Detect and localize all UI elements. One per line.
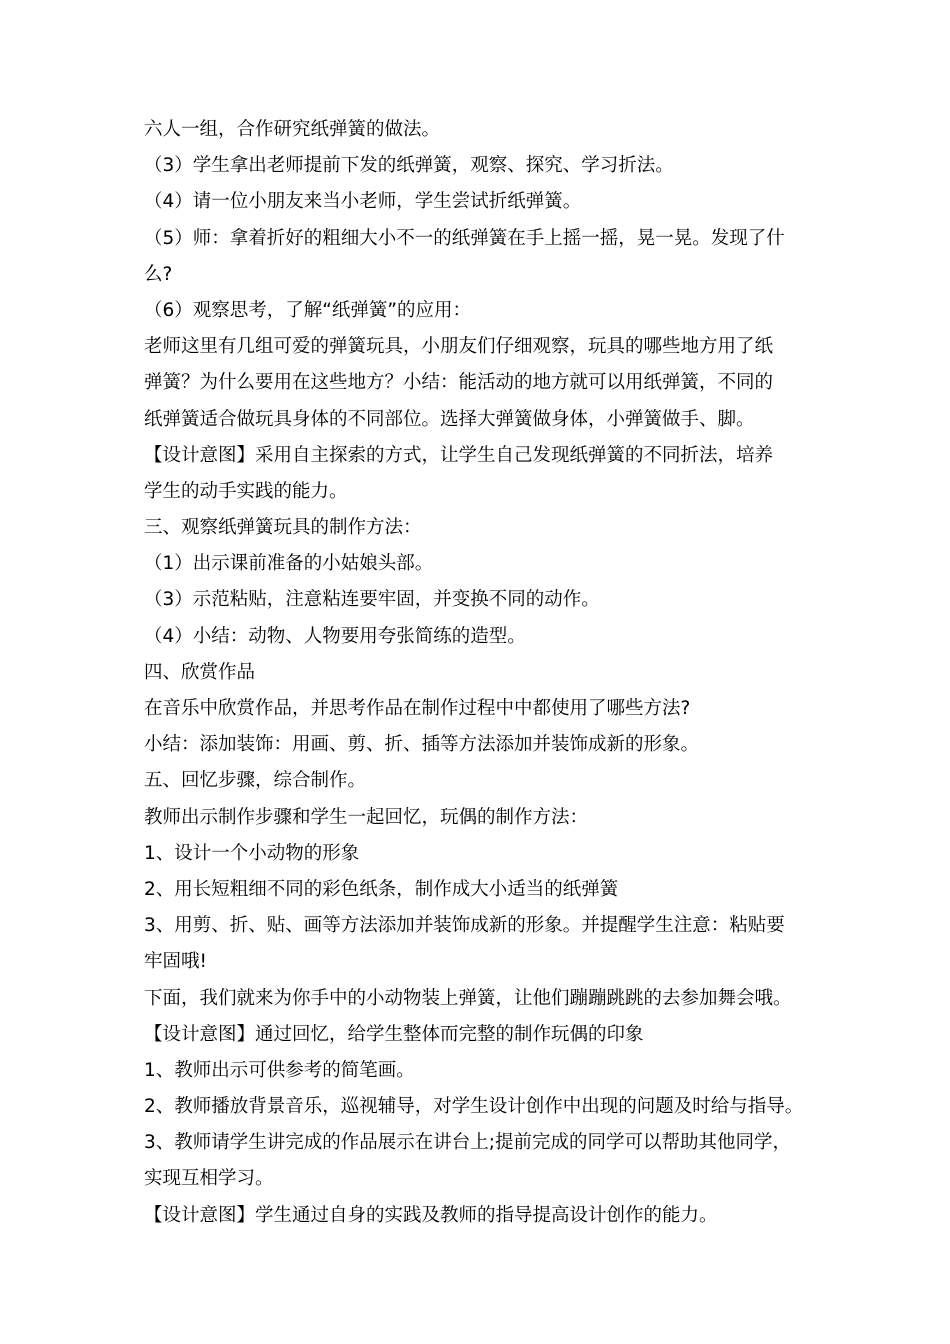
text-line: 小结：添加装饰：用画、剪、折、插等方法添加并装饰成新的形象。 xyxy=(144,734,700,756)
design-intent-line: 【设计意图】学生通过自身的实践及教师的指导提高设计创作的能力。 xyxy=(144,1204,718,1226)
text-line: 么? xyxy=(144,263,173,285)
text-line: 下面，我们就来为你手中的小动物装上弹簧，让他们蹦蹦跳跳的去参加舞会哦。 xyxy=(144,987,792,1009)
text-line: （4）请一位小朋友来当小老师，学生尝试折纸弹簧。 xyxy=(144,191,582,213)
list-item: 1、教师出示可供参考的简笔画。 xyxy=(144,1059,415,1081)
list-item: 2、教师播放背景音乐，巡视辅导，对学生设计创作中出现的问题及时给与指导。 xyxy=(144,1096,804,1118)
text-line: 在音乐中欣赏作品，并思考作品在制作过程中中都使用了哪些方法? xyxy=(144,698,691,719)
text-line: 教师出示制作步骤和学生一起回忆，玩偶的制作方法： xyxy=(144,806,589,828)
text-line: （5）师：拿着折好的粗细大小不一的纸弹簧在手上摇一摇，晃一晃。发现了什 xyxy=(144,227,785,249)
list-item: 3、教师请学生讲完成的作品展示在讲台上;提前完成的同学可以帮助其他同学， xyxy=(144,1132,792,1154)
design-intent-line: 【设计意图】采用自主探索的方式，让学生自己发现纸弹簧的不同折法，培养 xyxy=(144,444,774,466)
section-heading: 三、观察纸弹簧玩具的制作方法： xyxy=(144,517,422,539)
text-line: 学生的动手实践的能力。 xyxy=(144,480,348,502)
list-item: 2、用长短粗细不同的彩色纸条，制作成大小适当的纸弹簧 xyxy=(144,878,619,900)
text-line: （6）观察思考，了解“纸弹簧”的应用： xyxy=(144,299,471,321)
text-line: 弹簧？为什么要用在这些地方？小结：能活动的地方就可以用纸弹簧，不同的 xyxy=(144,372,774,394)
text-line: 纸弹簧适合做玩具身体的不同部位。选择大弹簧做身体，小弹簧做手、脚。 xyxy=(144,408,755,430)
list-item: 1、设计一个小动物的形象 xyxy=(144,842,360,864)
text-line: 牢固哦! xyxy=(144,951,207,973)
text-line: （1）出示课前准备的小姑娘头部。 xyxy=(144,553,434,575)
document-body xyxy=(144,112,820,1234)
list-item: 3、用剪、折、贴、画等方法添加并装饰成新的形象。并提醒学生注意：粘贴要 xyxy=(144,915,785,937)
text-line: （3）学生拿出老师提前下发的纸弹簧，观察、探究、学习折法。 xyxy=(144,155,674,177)
design-intent-line: 【设计意图】通过回忆，给学生整体而完整的制作玩偶的印象 xyxy=(144,1023,644,1045)
section-heading: 四、欣赏作品 xyxy=(144,661,256,683)
text-line: （4）小结：动物、人物要用夸张简练的造型。 xyxy=(144,625,526,647)
text-line: 六人一组，合作研究纸弹簧的做法。 xyxy=(144,119,441,140)
text-line: （3）示范粘贴，注意粘连要牢固，并变换不同的动作。 xyxy=(144,589,600,611)
text-line: 实现互相学习。 xyxy=(144,1168,274,1190)
section-heading: 五、回忆步骤，综合制作。 xyxy=(144,770,367,792)
text-line: 老师这里有几组可爱的弹簧玩具，小朋友们仔细观察，玩具的哪些地方用了纸 xyxy=(144,336,774,358)
